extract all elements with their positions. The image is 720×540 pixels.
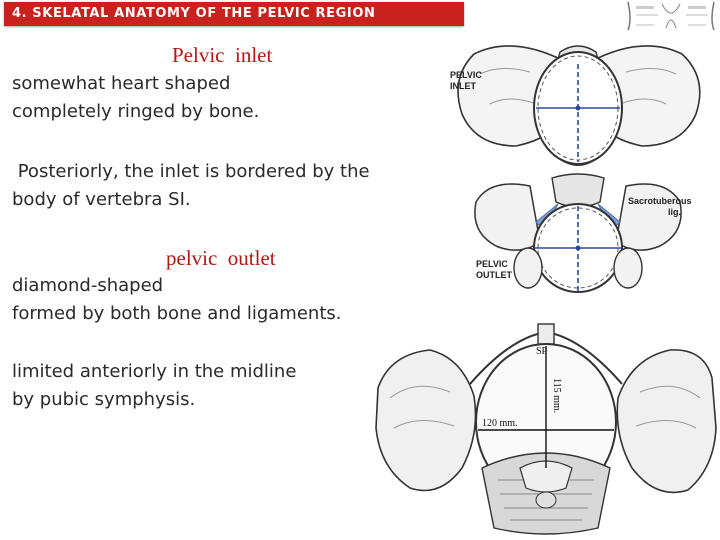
label-pelvic-outlet-1: PELVIC	[476, 259, 508, 269]
slide-header-bar	[4, 2, 464, 26]
pelvis-measurement-figure	[370, 318, 720, 540]
label-pelvic-outlet-2: OUTLET	[476, 270, 512, 280]
outlet-description	[12, 272, 341, 328]
pelvic-outlet-heading: pelvic outlet	[166, 246, 276, 270]
label-115mm: 115 mm.	[551, 378, 562, 414]
pelvic-outlet-figure	[440, 172, 718, 302]
label-sacrotuberous-1: Sacrotuberous	[628, 196, 692, 206]
posterior-line-2: body of vertebra SI.	[12, 189, 191, 210]
slide-title: 4. SKELATAL ANATOMY OF THE PELVIC REGION	[12, 6, 376, 21]
label-120mm: 120 mm.	[482, 418, 518, 429]
label-pelvic-inlet-1: PELVIC	[450, 70, 482, 80]
label-sacrotuberous-2: lig.	[668, 207, 681, 217]
outlet-limits-text	[12, 358, 296, 414]
inlet-description	[12, 70, 259, 126]
label-sp: SP	[536, 346, 548, 357]
inlet-line-2: completely ringed by bone.	[12, 101, 260, 122]
outlet-line-1: diamond-shaped	[12, 275, 164, 296]
outlet-line-2: formed by both bone and ligaments.	[12, 303, 342, 324]
inlet-line-1: somewhat heart shaped	[12, 73, 231, 94]
limits-line-1: limited anteriorly in the midline	[12, 361, 297, 382]
limits-line-2: by pubic symphysis.	[12, 389, 196, 410]
pelvic-inlet-figure	[440, 34, 718, 174]
posterior-line-1: Posteriorly, the inlet is bordered by the	[12, 161, 370, 182]
pelvic-inlet-heading: Pelvic inlet	[172, 43, 273, 67]
inlet-posterior-text	[12, 158, 370, 214]
logo-icon	[622, 0, 720, 32]
label-pelvic-inlet-2: INLET	[450, 81, 476, 91]
